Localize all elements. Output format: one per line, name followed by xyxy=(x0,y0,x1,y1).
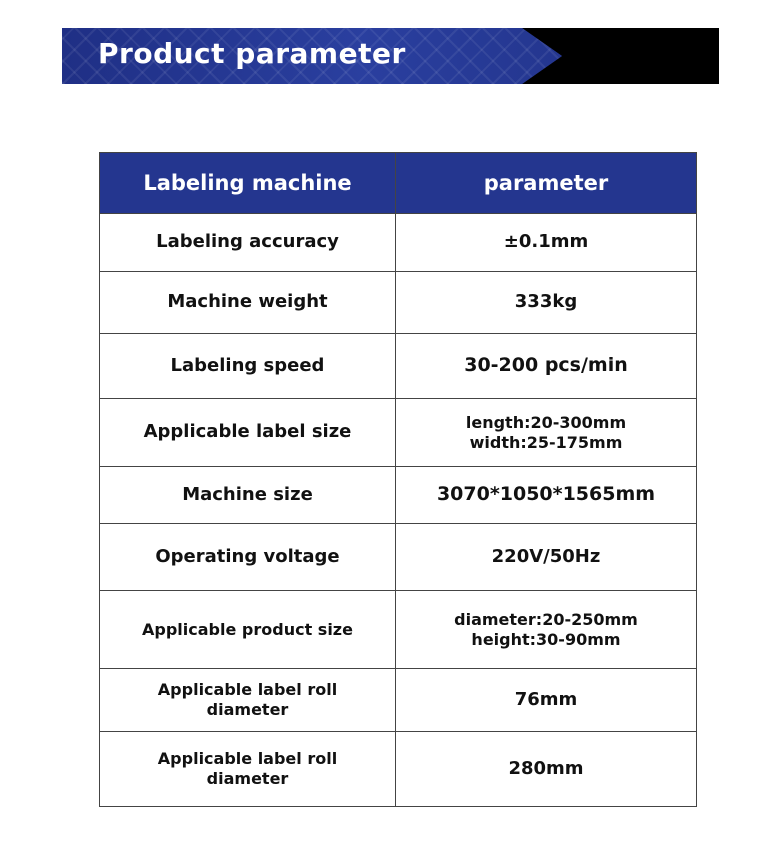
row-value: ±0.1mm xyxy=(396,214,697,272)
table-header-row xyxy=(100,153,697,214)
banner-title: Product parameter xyxy=(98,37,406,70)
name-line: diameter xyxy=(206,700,289,719)
row-name: Labeling speed xyxy=(100,334,396,399)
header-parameter: parameter xyxy=(396,153,697,214)
name-line: Applicable label roll xyxy=(157,680,338,699)
value-line: height:30-90mm xyxy=(471,629,621,649)
row-value xyxy=(396,591,697,669)
parameter-table xyxy=(99,152,697,807)
row-name xyxy=(100,732,396,807)
row-value xyxy=(396,399,697,467)
row-name: Machine weight xyxy=(100,272,396,334)
table-row xyxy=(100,732,697,807)
table-row xyxy=(100,214,697,272)
table-row xyxy=(100,669,697,732)
value-line: length:20-300mm xyxy=(465,412,627,432)
name-line: diameter xyxy=(206,769,289,788)
row-name: Applicable label size xyxy=(100,399,396,467)
table-row xyxy=(100,467,697,524)
row-name: Labeling accuracy xyxy=(100,214,396,272)
row-name xyxy=(100,669,396,732)
row-value: 333kg xyxy=(396,272,697,334)
row-value: 220V/50Hz xyxy=(396,524,697,591)
table-row xyxy=(100,272,697,334)
value-line: width:25-175mm xyxy=(469,432,623,452)
product-parameter-banner xyxy=(62,28,719,84)
row-value: 30-200 pcs/min xyxy=(396,334,697,399)
row-value: 3070*1050*1565mm xyxy=(396,467,697,524)
table-row xyxy=(100,334,697,399)
value-line: diameter:20-250mm xyxy=(454,609,638,629)
row-name: Applicable product size xyxy=(100,591,396,669)
row-value: 280mm xyxy=(396,732,697,807)
table-row xyxy=(100,591,697,669)
row-value: 76mm xyxy=(396,669,697,732)
row-name: Machine size xyxy=(100,467,396,524)
table-row xyxy=(100,399,697,467)
table-row xyxy=(100,524,697,591)
row-name: Operating voltage xyxy=(100,524,396,591)
header-labeling-machine: Labeling machine xyxy=(100,153,396,214)
name-line: Applicable label roll xyxy=(157,749,338,768)
